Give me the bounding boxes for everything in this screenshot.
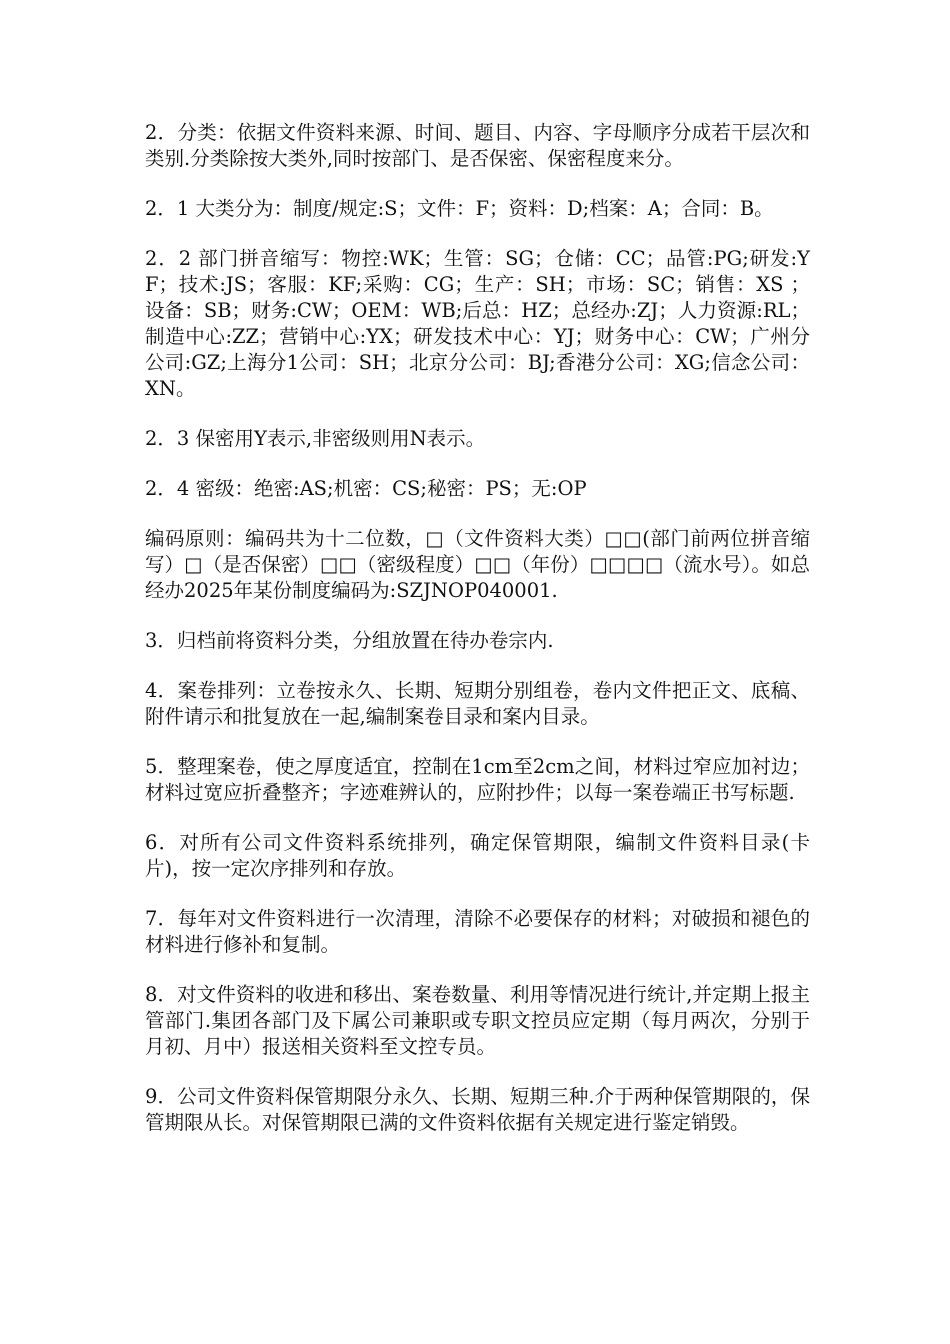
paragraph-retention-periods: 9．公司文件资料保管期限分永久、长期、短期三种.介于两种保管期限的，保管期限从长。对保管期限已满的文件资料依据有关规定进行鉴定销毁。: [145, 1085, 810, 1134]
paragraph-file-organization: 5．整理案卷，使之厚度适宜，控制在1cm至2cm之间，材料过窄应加衬边；材料过宽应折叠整齐；字迹难辨认的，应附抄件；以每一案卷端正书写标题.: [145, 755, 810, 804]
paragraph-classification: 2．分类：依据文件资料来源、时间、题目、内容、字母顺序分成若干层次和类别.分类除按大类外,同时按部门、是否保密、保密程度来分。: [145, 121, 810, 170]
paragraph-pre-archive-sorting: 3．归档前将资料分类，分组放置在待办卷宗内.: [145, 629, 554, 652]
paragraph-file-arrangement: 4．案卷排列：立卷按永久、长期、短期分别组卷，卷内文件把正文、底稿、附件请示和批复放在一起,编制案卷目录和案内目录。: [145, 679, 810, 728]
paragraph-coding-principle: 编码原则：编码共为十二位数，□（文件资料大类）□□(部门前两位拼音缩写）□（是否保密）□□（密级程度）□□（年份）□□□□（流水号）。如总经办2025年某份制度编码为:SZJNOP040001.: [145, 527, 810, 602]
paragraph-major-categories: 2．1 大类分为：制度/规定:S；文件：F；资料：D;档案：A；合同：B。: [145, 197, 774, 220]
paragraph-retention-catalog: 6．对所有公司文件资料系统排列，确定保管期限，编制文件资料目录(卡片)，按一定次序排列和存放。: [145, 831, 810, 880]
paragraph-secrecy-levels: 2．4 密级：绝密:AS;机密：CS;秘密：PS；无:OP: [145, 477, 587, 500]
paragraph-annual-cleanup: 7．每年对文件资料进行一次清理，清除不必要保存的材料；对破损和褪色的材料进行修补和复制。: [145, 907, 810, 956]
paragraph-department-codes: 2．2 部门拼音缩写：物控:WK；生管：SG；仓储：CC；品管:PG;研发:YF；技术:JS；客服：KF;采购：CG；生产：SH；市场：SC；销售：XS ；设备：SB；财务:CW；OEM：WB;后总：HZ；总经办:ZJ；人力资源:RL；制造中心:ZZ；营销中心:YX；研发技术中心：YJ；财务中心：CW；广州分公司:GZ;上海分1公司：SH；北京分公司：BJ;香港分公司：XG;信念公司：XN。: [145, 247, 810, 400]
document-body: [145, 120, 810, 1160]
paragraph-statistics-reporting: 8．对文件资料的收进和移出、案卷数量、利用等情况进行统计,并定期上报主管部门.集团各部门及下属公司兼职或专职文控员应定期（每月两次，分别于月初、月中）报送相关资料至文控专员。: [145, 983, 810, 1058]
paragraph-confidentiality-flag: 2．3 保密用Y表示,非密级则用N表示。: [145, 427, 486, 450]
